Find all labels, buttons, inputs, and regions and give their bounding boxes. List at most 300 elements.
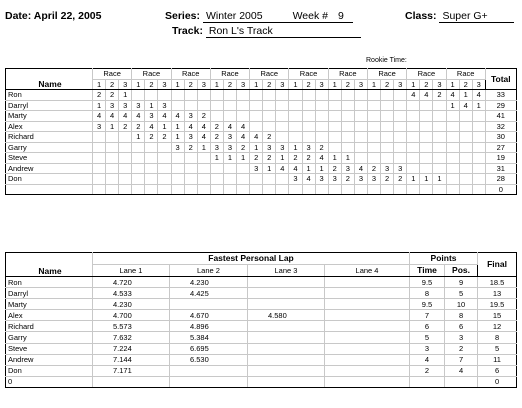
- heat-position-cell: 3: [394, 163, 407, 174]
- heat-position-cell: [119, 153, 132, 164]
- heat-position-cell: 1: [119, 90, 132, 101]
- heat-position-cell: 1: [158, 121, 171, 132]
- time-points: 4: [410, 354, 445, 365]
- race-header: Race: [171, 69, 210, 80]
- race-header: Race: [328, 69, 367, 80]
- heat-position-cell: [367, 111, 380, 122]
- heat-position-cell: [407, 142, 420, 153]
- race-header: Race: [367, 69, 406, 80]
- heat-position-cell: [381, 121, 394, 132]
- heat-position-cell: [472, 121, 485, 132]
- heat-position-cell: [237, 184, 250, 195]
- lane-header: Lane 4: [325, 265, 410, 277]
- heat-position-cell: [459, 132, 472, 143]
- heat-position-cell: [367, 184, 380, 195]
- position-points: 9: [445, 277, 478, 288]
- lap-racer-name: 0: [6, 376, 93, 387]
- racer-name: Don: [6, 174, 93, 185]
- racer-total: 0: [485, 184, 516, 195]
- heat-position-cell: [171, 153, 184, 164]
- heat-position-cell: 1: [145, 100, 158, 111]
- race-header: Race: [250, 69, 289, 80]
- series-value: Winter 2005: [205, 10, 263, 22]
- heat-position-cell: [394, 132, 407, 143]
- heat-position-cell: [354, 153, 367, 164]
- final-score: 6: [478, 365, 517, 376]
- heat-position-cell: [237, 90, 250, 101]
- lane-number: 3: [315, 79, 328, 90]
- lane2-time: 6.530: [170, 354, 248, 365]
- heat-position-cell: 1: [197, 142, 210, 153]
- heat-position-cell: [210, 90, 223, 101]
- racer-total: 28: [485, 174, 516, 185]
- heat-position-cell: [341, 100, 354, 111]
- heat-position-cell: [328, 90, 341, 101]
- heat-position-cell: [250, 184, 263, 195]
- heat-position-cell: 1: [289, 142, 302, 153]
- heat-position-cell: [119, 184, 132, 195]
- heat-position-cell: [354, 111, 367, 122]
- heat-position-cell: [420, 111, 433, 122]
- lane-number: 2: [381, 79, 394, 90]
- heat-position-cell: 3: [93, 121, 106, 132]
- position-points: [445, 376, 478, 387]
- heat-position-cell: [171, 90, 184, 101]
- heat-position-cell: 1: [171, 132, 184, 143]
- heat-position-cell: [119, 163, 132, 174]
- heat-position-cell: 1: [328, 153, 341, 164]
- lane4-time: [325, 354, 410, 365]
- heat-position-cell: 3: [106, 100, 119, 111]
- heat-position-cell: [197, 90, 210, 101]
- rookie-time-label: Rookie Time:: [366, 57, 407, 64]
- heat-position-cell: [315, 132, 328, 143]
- racer-name: Alex: [6, 121, 93, 132]
- heat-position-cell: 3: [367, 174, 380, 185]
- heat-position-cell: 4: [197, 121, 210, 132]
- time-points: 9.5: [410, 299, 445, 310]
- lane1-time: [93, 376, 170, 387]
- heat-position-cell: [119, 142, 132, 153]
- heat-position-cell: [250, 111, 263, 122]
- lap-racer-name: Ron: [6, 277, 93, 288]
- heat-position-cell: 2: [210, 132, 223, 143]
- heat-position-cell: [93, 142, 106, 153]
- heat-position-cell: [302, 90, 315, 101]
- time-points: 7: [410, 310, 445, 321]
- heat-position-cell: 1: [407, 174, 420, 185]
- lane3-time: [248, 299, 325, 310]
- heat-position-cell: 4: [459, 100, 472, 111]
- heat-position-cell: [407, 163, 420, 174]
- heat-position-cell: [381, 90, 394, 101]
- racer-total: 32: [485, 121, 516, 132]
- heat-position-cell: [276, 111, 289, 122]
- heat-position-cell: [93, 184, 106, 195]
- position-points: 7: [445, 354, 478, 365]
- heat-position-cell: [472, 142, 485, 153]
- heat-position-cell: [433, 121, 446, 132]
- lane-number: 1: [93, 79, 106, 90]
- racer-name: Garry: [6, 142, 93, 153]
- lane-number: 2: [459, 79, 472, 90]
- lane-number: 1: [328, 79, 341, 90]
- final-header: Final: [478, 253, 517, 277]
- heat-position-cell: [302, 100, 315, 111]
- heat-position-cell: [184, 100, 197, 111]
- heat-position-cell: [171, 174, 184, 185]
- heat-position-cell: [158, 90, 171, 101]
- heat-position-cell: 4: [289, 163, 302, 174]
- heat-position-cell: [328, 111, 341, 122]
- heat-position-cell: 4: [171, 111, 184, 122]
- heat-position-cell: [341, 142, 354, 153]
- heat-position-cell: [106, 132, 119, 143]
- lane1-time: 4.533: [93, 288, 170, 299]
- heat-position-cell: [446, 132, 459, 143]
- lap-racer-name: Alex: [6, 310, 93, 321]
- lane1-time: 7.224: [93, 343, 170, 354]
- track-value: Ron L's Track: [206, 25, 361, 38]
- heat-position-cell: 4: [158, 111, 171, 122]
- position-points: 3: [445, 332, 478, 343]
- heat-position-cell: [158, 184, 171, 195]
- series-value-line: [203, 10, 353, 23]
- final-score: 18.5: [478, 277, 517, 288]
- heat-position-cell: [106, 153, 119, 164]
- heat-position-cell: 4: [472, 90, 485, 101]
- heat-position-cell: 2: [197, 111, 210, 122]
- lane2-time: 4.425: [170, 288, 248, 299]
- heat-position-cell: [158, 142, 171, 153]
- lane2-time: [170, 365, 248, 376]
- heat-position-cell: [341, 184, 354, 195]
- heat-position-cell: 1: [302, 163, 315, 174]
- heat-position-cell: [289, 132, 302, 143]
- heat-position-cell: [472, 184, 485, 195]
- heat-position-cell: [210, 163, 223, 174]
- race-header: Race: [93, 69, 132, 80]
- heat-position-cell: [394, 100, 407, 111]
- heat-position-cell: [132, 163, 145, 174]
- lane-number: 2: [223, 79, 236, 90]
- heat-position-cell: [263, 184, 276, 195]
- heat-position-cell: [341, 132, 354, 143]
- heat-position-cell: [171, 163, 184, 174]
- lane3-time: 4.580: [248, 310, 325, 321]
- heat-position-cell: 2: [93, 90, 106, 101]
- heat-position-cell: [250, 100, 263, 111]
- lane-header: Lane 3: [248, 265, 325, 277]
- heat-position-cell: [381, 142, 394, 153]
- heat-position-cell: [276, 90, 289, 101]
- heat-position-cell: [237, 163, 250, 174]
- racer-name: Andrew: [6, 163, 93, 174]
- lane-number: 3: [276, 79, 289, 90]
- series-field: [165, 10, 353, 23]
- heat-position-cell: [394, 184, 407, 195]
- heat-position-cell: [446, 111, 459, 122]
- heat-position-cell: [446, 163, 459, 174]
- heat-position-cell: [276, 184, 289, 195]
- heat-position-cell: 4: [407, 90, 420, 101]
- heat-position-cell: [276, 121, 289, 132]
- heat-position-cell: 2: [302, 153, 315, 164]
- heat-position-cell: 3: [184, 132, 197, 143]
- lane-header: Lane 1: [93, 265, 170, 277]
- heat-position-cell: [367, 121, 380, 132]
- week-value: 9: [338, 10, 344, 22]
- heat-position-cell: [184, 174, 197, 185]
- heat-position-cell: 1: [223, 153, 236, 164]
- heat-position-cell: 1: [106, 121, 119, 132]
- heat-position-cell: 1: [171, 121, 184, 132]
- heat-position-cell: 2: [119, 121, 132, 132]
- heat-position-cell: 3: [250, 163, 263, 174]
- heat-position-cell: [394, 142, 407, 153]
- final-score: 8: [478, 332, 517, 343]
- heat-position-cell: [367, 153, 380, 164]
- lap-points-table: [5, 252, 517, 388]
- heat-position-cell: 2: [250, 153, 263, 164]
- heat-position-cell: [223, 90, 236, 101]
- heat-position-cell: [184, 153, 197, 164]
- heat-position-cell: 3: [223, 132, 236, 143]
- lane4-time: [325, 277, 410, 288]
- lap-racer-name: Don: [6, 365, 93, 376]
- racer-name: Richard: [6, 132, 93, 143]
- heat-position-cell: [433, 111, 446, 122]
- heat-position-cell: 3: [158, 100, 171, 111]
- heat-position-cell: 2: [132, 121, 145, 132]
- heat-position-cell: [407, 184, 420, 195]
- racer-name: Ron: [6, 90, 93, 101]
- heat-position-cell: [106, 163, 119, 174]
- lane-number: 2: [341, 79, 354, 90]
- position-points: 10: [445, 299, 478, 310]
- heat-position-cell: [250, 121, 263, 132]
- date-label: Date: April 22, 2005: [5, 10, 102, 22]
- heat-position-cell: 3: [276, 142, 289, 153]
- heat-position-cell: [367, 100, 380, 111]
- heat-position-cell: [145, 153, 158, 164]
- lane1-time: 4.230: [93, 299, 170, 310]
- race-results-table: [5, 68, 517, 195]
- heat-position-cell: 1: [433, 174, 446, 185]
- heat-position-cell: [250, 174, 263, 185]
- heat-position-cell: [328, 142, 341, 153]
- heat-position-cell: [93, 153, 106, 164]
- heat-position-cell: [459, 142, 472, 153]
- lane2-time: [170, 376, 248, 387]
- heat-position-cell: 3: [341, 163, 354, 174]
- heat-position-cell: [210, 100, 223, 111]
- heat-position-cell: [263, 121, 276, 132]
- heat-position-cell: [223, 163, 236, 174]
- class-value: Super G+: [439, 10, 514, 23]
- heat-position-cell: [341, 111, 354, 122]
- time-points: [410, 376, 445, 387]
- heat-position-cell: 4: [237, 132, 250, 143]
- heat-position-cell: [394, 121, 407, 132]
- heat-position-cell: [210, 184, 223, 195]
- heat-position-cell: 2: [145, 132, 158, 143]
- heat-position-cell: [420, 132, 433, 143]
- lane3-time: [248, 288, 325, 299]
- racer-name: Darryl: [6, 100, 93, 111]
- position-points: 8: [445, 310, 478, 321]
- final-score: 19.5: [478, 299, 517, 310]
- heat-position-cell: [394, 90, 407, 101]
- lane4-time: [325, 321, 410, 332]
- lap-racer-name: Andrew: [6, 354, 93, 365]
- week-label: Week #: [292, 10, 328, 22]
- heat-position-cell: [459, 163, 472, 174]
- heat-position-cell: [381, 111, 394, 122]
- heat-position-cell: [210, 174, 223, 185]
- final-score: 13: [478, 288, 517, 299]
- heat-position-cell: 1: [459, 90, 472, 101]
- heat-position-cell: 1: [93, 100, 106, 111]
- heat-position-cell: [132, 174, 145, 185]
- heat-position-cell: 3: [119, 100, 132, 111]
- heat-position-cell: [367, 132, 380, 143]
- final-score: 11: [478, 354, 517, 365]
- racer-total: 31: [485, 163, 516, 174]
- heat-position-cell: [276, 132, 289, 143]
- lap-racer-name: Darryl: [6, 288, 93, 299]
- lane-number: 2: [302, 79, 315, 90]
- heat-position-cell: [420, 163, 433, 174]
- lane-number: 3: [119, 79, 132, 90]
- lap-name-header: Name: [6, 253, 93, 277]
- heat-position-cell: [433, 132, 446, 143]
- heat-position-cell: [433, 153, 446, 164]
- track-field: [172, 25, 361, 38]
- heat-position-cell: 4: [315, 153, 328, 164]
- lane4-time: [325, 332, 410, 343]
- lane4-time: [325, 299, 410, 310]
- heat-position-cell: 4: [302, 174, 315, 185]
- heat-position-cell: [289, 90, 302, 101]
- time-points: 3: [410, 343, 445, 354]
- position-points: 2: [445, 343, 478, 354]
- heat-position-cell: 4: [354, 163, 367, 174]
- lane3-time: [248, 354, 325, 365]
- lane-number: 2: [106, 79, 119, 90]
- lane4-time: [325, 288, 410, 299]
- heat-position-cell: [171, 184, 184, 195]
- race-header: Race: [446, 69, 485, 80]
- heat-position-cell: 3: [328, 174, 341, 185]
- lane4-time: [325, 310, 410, 321]
- heat-position-cell: 3: [354, 174, 367, 185]
- heat-position-cell: 4: [197, 132, 210, 143]
- heat-position-cell: 4: [420, 90, 433, 101]
- lane1-time: 4.720: [93, 277, 170, 288]
- heat-position-cell: [459, 184, 472, 195]
- heat-position-cell: [420, 100, 433, 111]
- heat-position-cell: [223, 100, 236, 111]
- heat-position-cell: 3: [184, 111, 197, 122]
- final-score: 5: [478, 343, 517, 354]
- heat-position-cell: [263, 111, 276, 122]
- lane-number: 3: [158, 79, 171, 90]
- lane-number: 1: [367, 79, 380, 90]
- racer-total: 41: [485, 111, 516, 122]
- heat-position-cell: [158, 163, 171, 174]
- heat-position-cell: [119, 174, 132, 185]
- heat-position-cell: [315, 121, 328, 132]
- lane-number: 1: [446, 79, 459, 90]
- heat-position-cell: [210, 111, 223, 122]
- heat-position-cell: [302, 132, 315, 143]
- heat-position-cell: 3: [289, 174, 302, 185]
- heat-position-cell: 3: [381, 163, 394, 174]
- pos-header: Pos.: [445, 265, 478, 277]
- heat-position-cell: [472, 174, 485, 185]
- lane2-time: 4.670: [170, 310, 248, 321]
- position-points: 5: [445, 288, 478, 299]
- heat-position-cell: [459, 174, 472, 185]
- time-points: 9.5: [410, 277, 445, 288]
- heat-position-cell: [184, 163, 197, 174]
- lane2-time: 6.695: [170, 343, 248, 354]
- lane-number: 2: [420, 79, 433, 90]
- heat-position-cell: 4: [145, 121, 158, 132]
- heat-position-cell: [119, 132, 132, 143]
- heat-position-cell: [394, 153, 407, 164]
- fastest-lap-header: Fastest Personal Lap: [93, 253, 410, 265]
- heat-position-cell: 2: [210, 121, 223, 132]
- heat-position-cell: [446, 121, 459, 132]
- heat-position-cell: [446, 142, 459, 153]
- lane-number: 1: [210, 79, 223, 90]
- time-points: 5: [410, 332, 445, 343]
- heat-position-cell: [315, 100, 328, 111]
- racer-name: Steve: [6, 153, 93, 164]
- heat-position-cell: [315, 184, 328, 195]
- total-column-header: Total: [485, 69, 516, 90]
- heat-position-cell: [407, 100, 420, 111]
- heat-position-cell: [276, 100, 289, 111]
- heat-position-cell: [184, 90, 197, 101]
- lane1-time: 4.700: [93, 310, 170, 321]
- heat-position-cell: [197, 163, 210, 174]
- lane2-time: 4.230: [170, 277, 248, 288]
- heat-position-cell: 2: [263, 153, 276, 164]
- lane-number: 2: [145, 79, 158, 90]
- heat-position-cell: [381, 153, 394, 164]
- heat-position-cell: [446, 153, 459, 164]
- racer-total: 19: [485, 153, 516, 164]
- heat-position-cell: [420, 184, 433, 195]
- heat-position-cell: [106, 184, 119, 195]
- racer-total: 30: [485, 132, 516, 143]
- heat-position-cell: [184, 184, 197, 195]
- heat-position-cell: [289, 100, 302, 111]
- heat-position-cell: [145, 163, 158, 174]
- heat-position-cell: [315, 90, 328, 101]
- race-header: Race: [407, 69, 446, 80]
- heat-position-cell: [328, 121, 341, 132]
- heat-position-cell: [223, 174, 236, 185]
- racer-total: 33: [485, 90, 516, 101]
- heat-position-cell: [223, 111, 236, 122]
- heat-position-cell: 1: [237, 153, 250, 164]
- heat-position-cell: [289, 111, 302, 122]
- heat-position-cell: [302, 111, 315, 122]
